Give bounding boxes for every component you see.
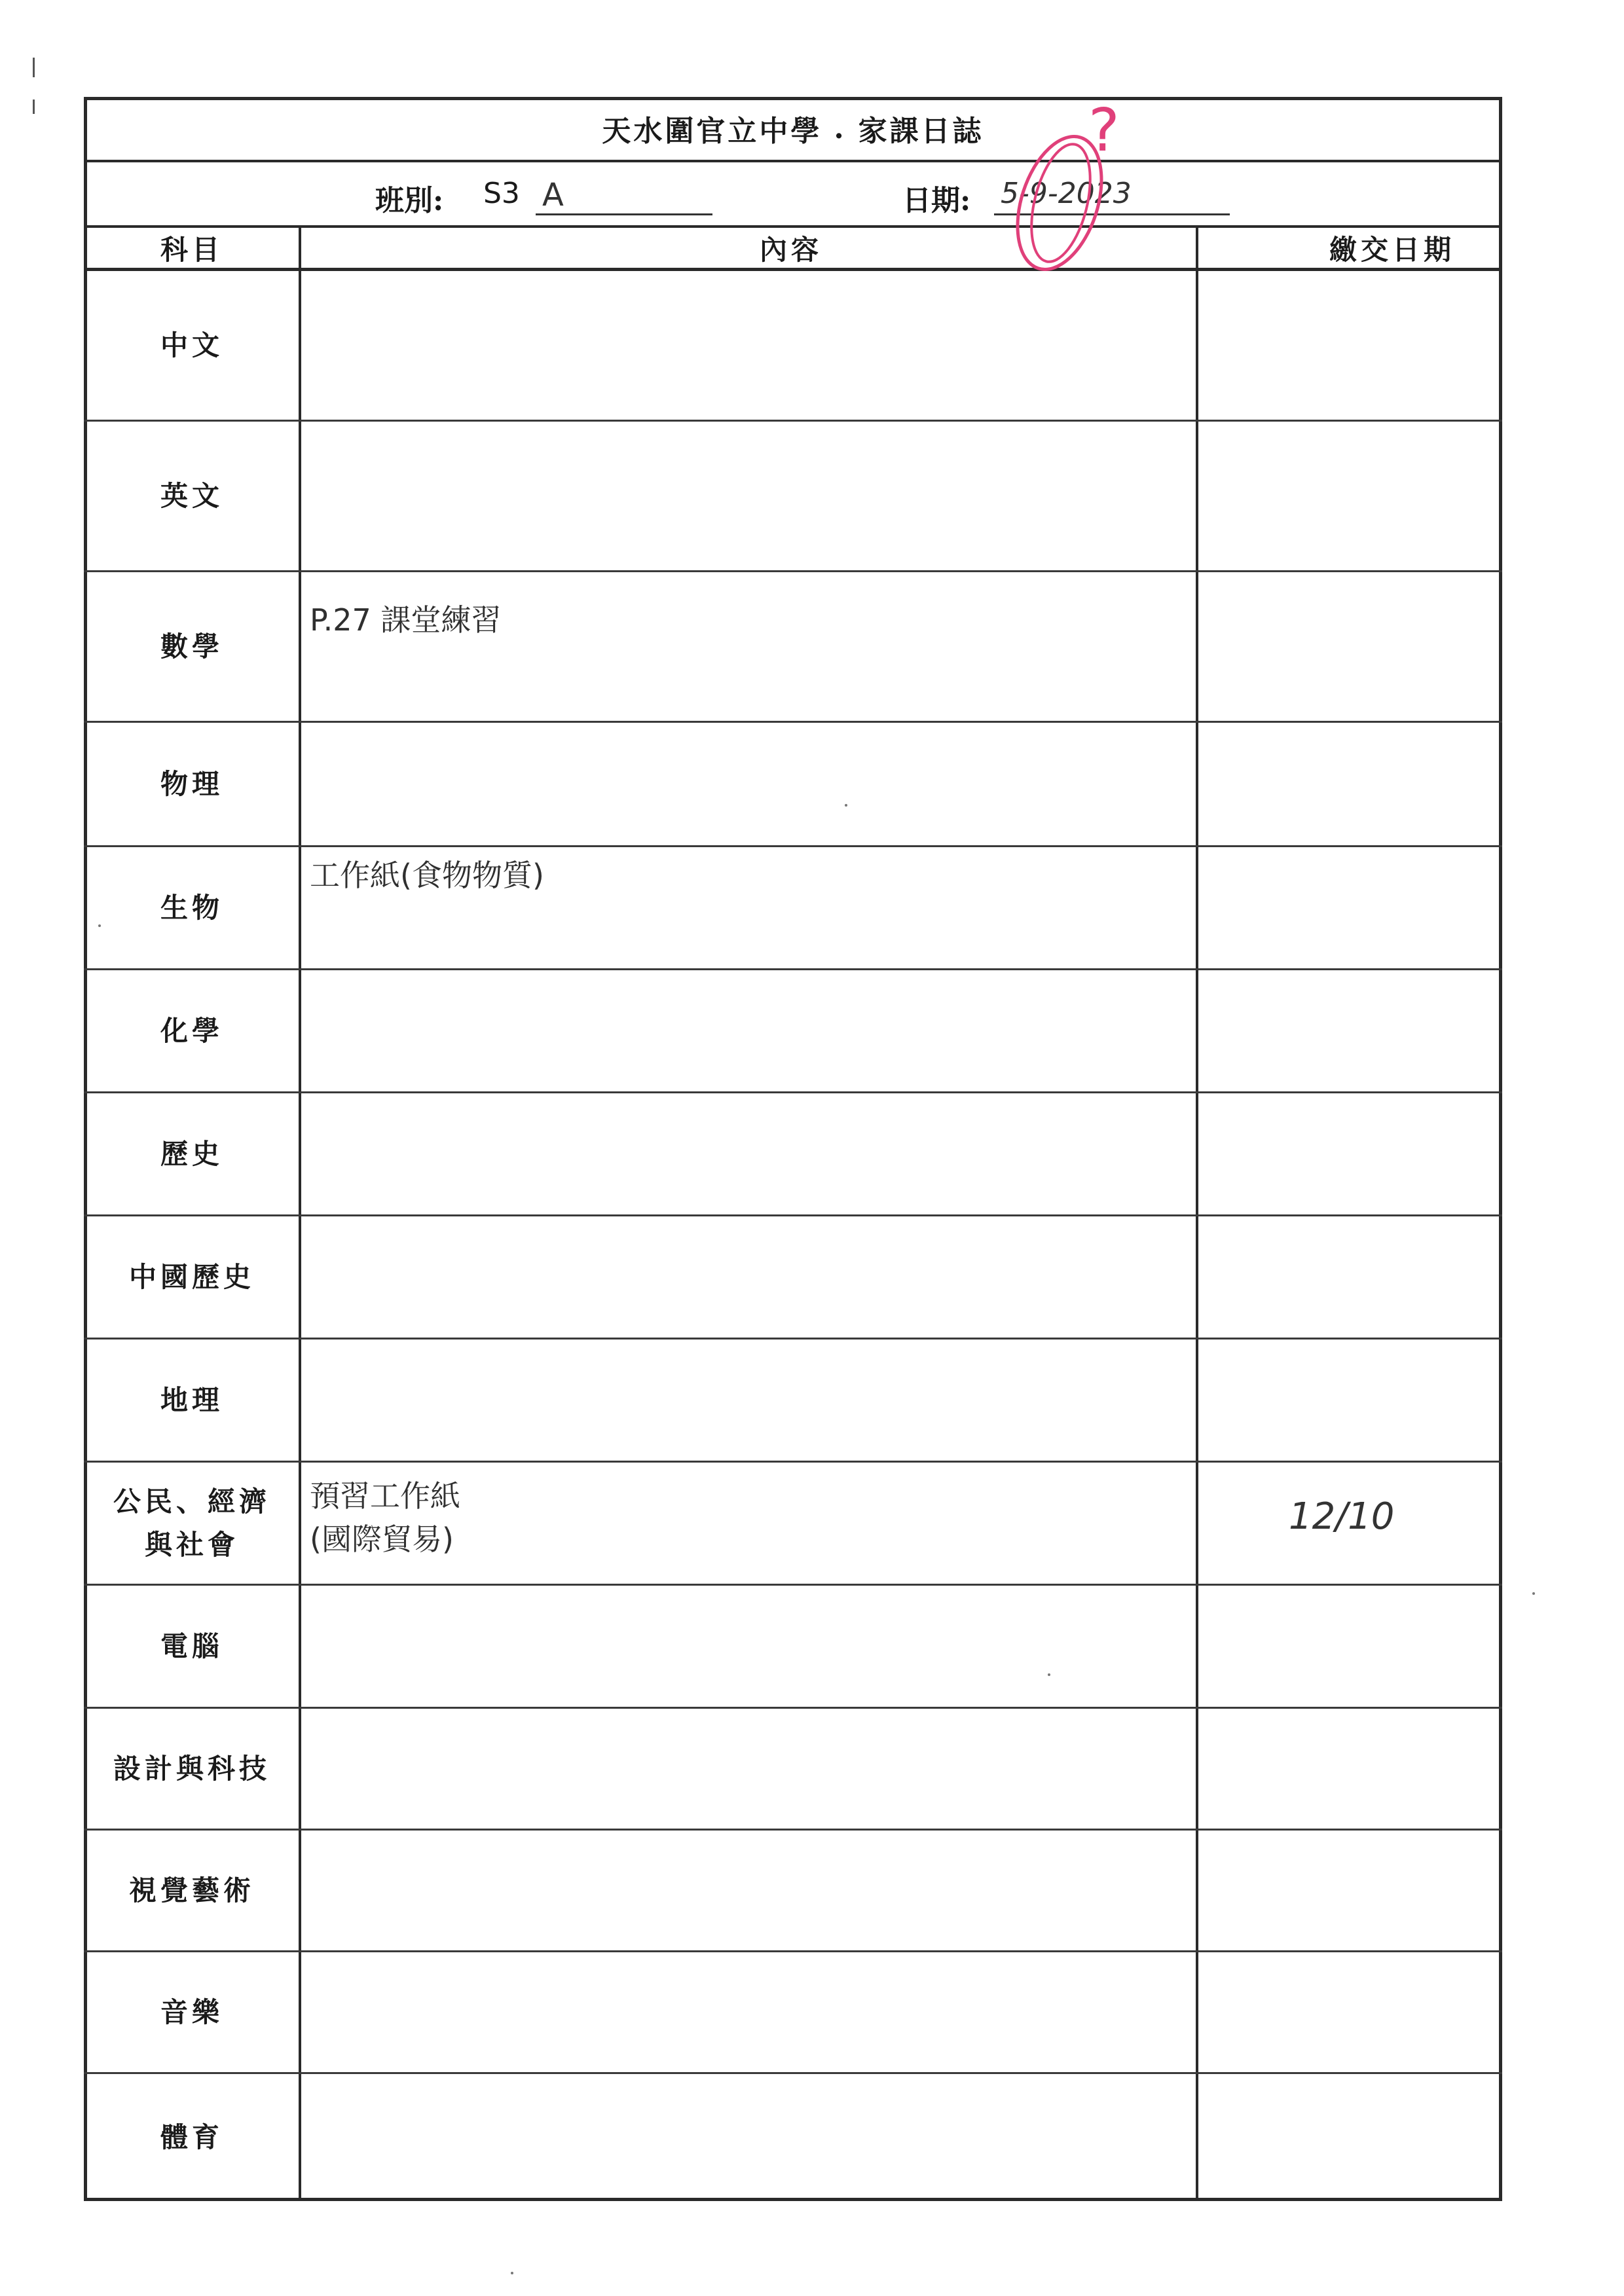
margin-mark (33, 58, 35, 77)
subject-row (84, 847, 1502, 970)
subject-name: 設計與科技 (113, 1752, 270, 1785)
subject-name: 物理 (160, 767, 223, 800)
subject-name: 數學 (160, 630, 223, 663)
homework-content: P.27 課堂練習 (310, 602, 502, 638)
subject-row (84, 2074, 1502, 2201)
scan-speck (511, 2272, 513, 2274)
content-column-header: 內容 (759, 234, 822, 266)
subject-name: 歷史 (160, 1137, 223, 1170)
column-header-row (84, 228, 1502, 271)
due-date-column-header: 繳交日期 (1329, 234, 1455, 266)
subject-name: 視覺藝術 (128, 1874, 255, 1906)
subject-name: 音樂 (160, 1995, 223, 2028)
subject-column-header: 科目 (160, 234, 223, 266)
subject-row (84, 271, 1502, 422)
pink-check-annotation (1008, 105, 1133, 275)
subject-row (84, 1709, 1502, 1831)
subject-name: 化學 (160, 1014, 223, 1047)
subject-name: 公民、經濟 與社會 (113, 1485, 270, 1561)
subject-row (84, 1831, 1502, 1952)
subject-name: 生物 (160, 891, 223, 924)
subject-name: 英文 (160, 479, 223, 512)
subject-row (84, 572, 1502, 723)
homework-content: 工作紙(食物物質) (310, 858, 544, 893)
subject-name: 體育 (160, 2121, 223, 2153)
subject-row (84, 1586, 1502, 1709)
class-underline (536, 213, 712, 215)
class-section-handwritten: A (542, 177, 564, 213)
subject-name: 地理 (160, 1383, 223, 1416)
subject-row (84, 1952, 1502, 2074)
subject-row (84, 1093, 1502, 1216)
question-mark-annotation: ? (1088, 105, 1120, 165)
document-title: 家課日誌 (858, 115, 984, 148)
margin-mark (33, 100, 35, 114)
subject-row (84, 723, 1502, 847)
subject-row (84, 1339, 1502, 1463)
info-row (84, 162, 1502, 228)
due-date-handwritten: 12/10 (1289, 1495, 1395, 1538)
subject-row (84, 970, 1502, 1093)
scan-speck (845, 804, 847, 807)
homework-content: 預習工作紙 (國際貿易) (310, 1478, 460, 1557)
scan-speck (1532, 1592, 1535, 1595)
subject-name: 中文 (160, 329, 223, 361)
subject-name: 電腦 (160, 1630, 223, 1662)
subject-row (84, 1216, 1502, 1339)
scan-speck (98, 924, 101, 927)
subject-name: 中國歷史 (128, 1260, 255, 1293)
scan-speck (1048, 1673, 1050, 1676)
subject-row (84, 422, 1502, 572)
date-value-handwritten: 5-9-2023 (1001, 177, 1132, 210)
subject-row (84, 1463, 1502, 1586)
title-row (84, 97, 1502, 162)
class-label: 班別: (375, 184, 444, 217)
class-value: S3 (483, 177, 520, 210)
title-separator: . (834, 111, 847, 145)
school-name: 天水圍官立中學 (602, 115, 822, 148)
date-label: 日期: (902, 184, 971, 217)
